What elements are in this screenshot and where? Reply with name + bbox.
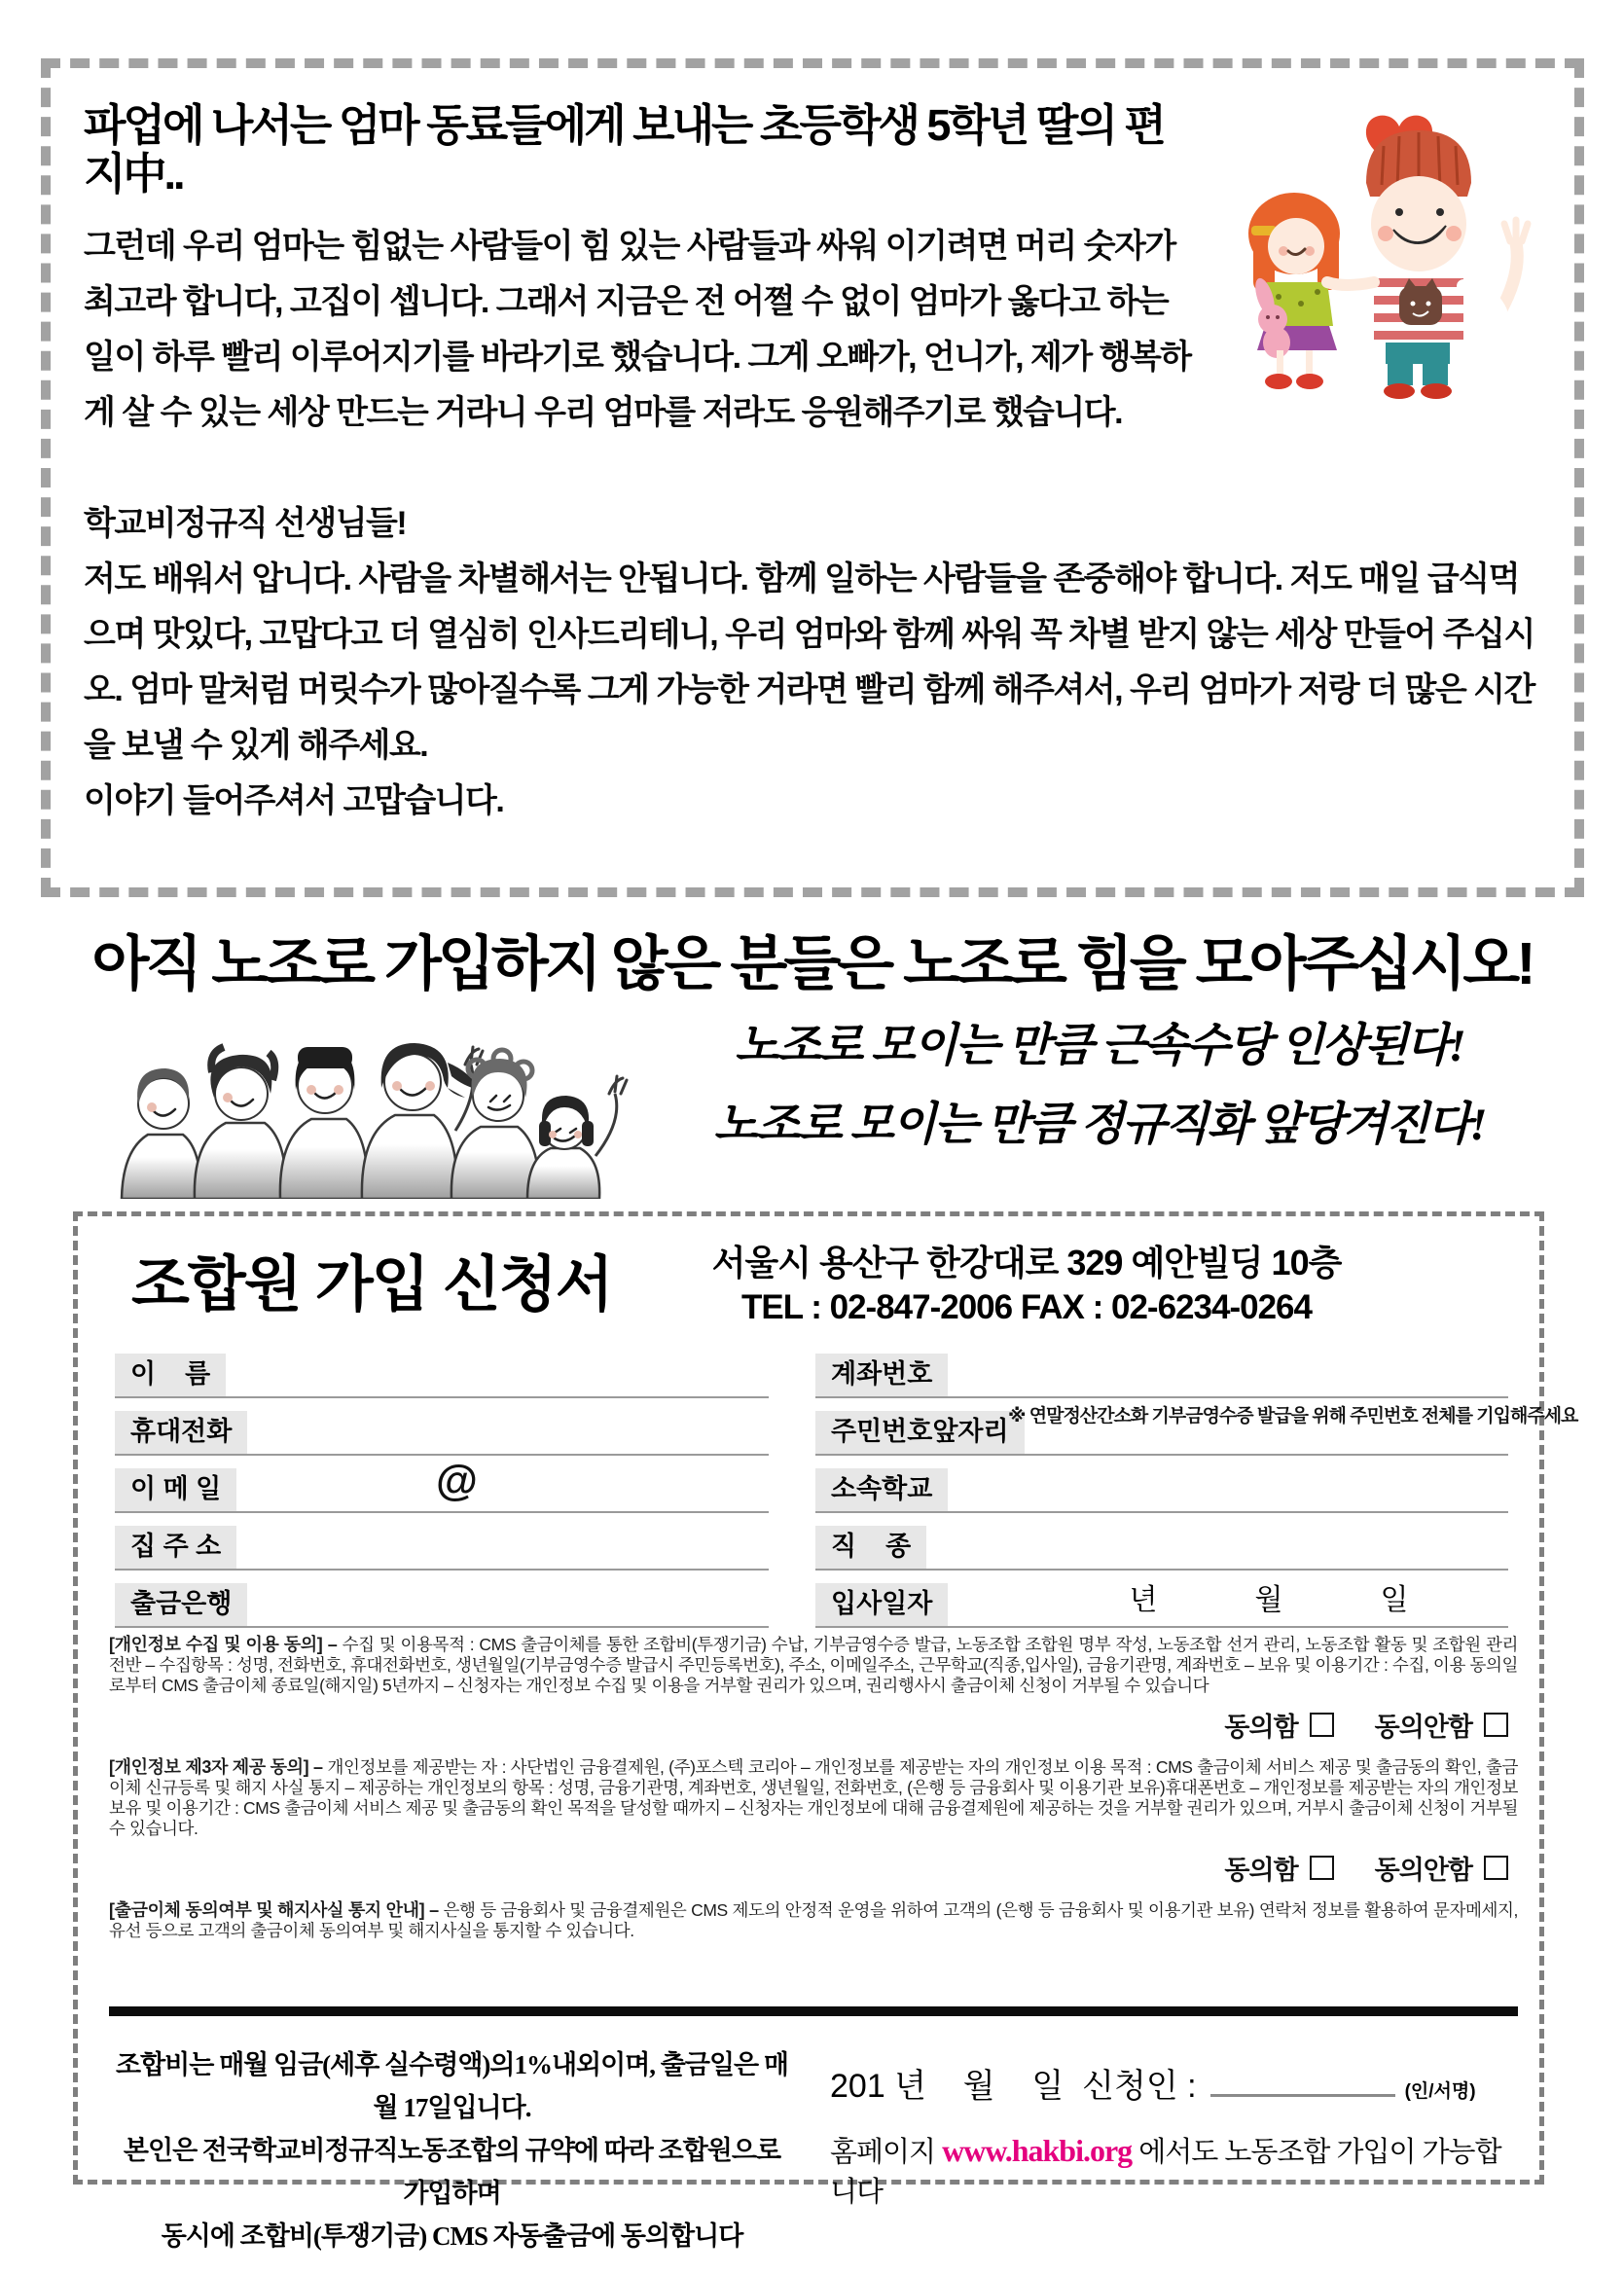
field-account <box>815 1341 1508 1398</box>
consent-1 <box>109 1635 1518 1696</box>
field-home-address <box>115 1513 769 1571</box>
field-mobile <box>115 1398 769 1456</box>
signature-line[interactable] <box>1210 2071 1395 2097</box>
field-name-label: 이 름 <box>115 1354 226 1396</box>
field-bank-label: 출금은행 <box>115 1583 247 1626</box>
agree-checkbox[interactable] <box>1310 1713 1334 1737</box>
date-signature-line <box>830 2059 1518 2107</box>
consent-1-body: 수집 및 이용목적 : CMS 출금이체를 통한 조합비(투쟁기금) 수납, 기부금영수증 발급, 노동조합 조합원 명부 작성, 노동조합 선거 관리, 노동조합 활동 및 조합원 관리 전반 – 수집항목 : 성명, 전화번호, 휴대전화번호, 생년월일(기부금영수증 발급시 주민등록번호), 주소, 이메일주소, 근무학교(직종,입사일), 금융기관명, 계좌번호 – 보유 및 이용기간 : 수집, 이용 동의일로부터 CMS 출금이체 종료일(해지일) 5년까지 – 신청자는 개인정보 수집 및 이용을 거부할 권리가 있으며, 권리행사시 출금이체 신청이 거부될 수 있습니다 <box>109 1635 1519 1695</box>
homepage-suffix: 에서도 노동조합 가입이 가능합니다 <box>830 2137 1501 2208</box>
form-address <box>535 1242 1518 1331</box>
letter-title: 파업에 나서는 엄마 동료들에게 보내는 초등학생 5학년 딸의 편지中.. <box>84 100 1164 199</box>
date-applicant-text: 201 년 월 일 신청인 : <box>830 2068 1197 2105</box>
field-email-label: 이 메 일 <box>115 1468 236 1511</box>
field-hire-date <box>815 1571 1508 1628</box>
agree-label: 동의함 <box>1224 1713 1298 1742</box>
slogans <box>652 1004 1547 1204</box>
letter-paragraph-2: 학교비정규직 선생님들! <box>84 505 407 542</box>
form-footer <box>109 2032 1518 2257</box>
dues-line-2: 본인은 전국학교비정규직노동조합의 규약에 따라 조합원으로 가입하며 <box>123 2136 781 2208</box>
girl-figure <box>1248 193 1340 389</box>
consent-1-agree-line <box>109 1706 1508 1744</box>
disagree-label: 동의안함 <box>1374 1856 1472 1885</box>
field-jumin <box>815 1398 1578 1456</box>
homepage-line <box>830 2130 1518 2210</box>
address-line: 서울시 용산구 한강대로 329 예안빌딩 10층 <box>711 1243 1342 1282</box>
signature-area <box>795 2032 1518 2257</box>
disagree-label: 동의안함 <box>1374 1713 1472 1742</box>
agree-checkbox[interactable] <box>1310 1856 1334 1880</box>
consent-3-body: 은행 등 금융회사 및 금융결제원은 CMS 제도의 안정적 운영을 위하여 고객의 (은행 등 금융회사 및 이용기관 보유) 연락처 정보를 활용하여 문자메세지, 유선 등으로 고객의 출금이체 동의여부 및 해지사실을 통지할 수 있습니다. <box>109 1900 1518 1940</box>
field-name <box>115 1341 769 1398</box>
consent-3 <box>109 1900 1518 1941</box>
dues-statement <box>109 2032 795 2257</box>
consent-1-heading: [개인정보 수집 및 이용 동의] – <box>109 1635 343 1654</box>
join-union-headline: 아직 노조로 가입하지 않은 분들은 노조로 힘을 모아주십시오! <box>91 930 1533 996</box>
letter-paragraph-4: 이야기 들어주셔서 고맙습니다. <box>84 782 504 819</box>
field-job <box>815 1513 1508 1571</box>
membership-form <box>73 1211 1578 2251</box>
letter-paragraph-3: 저도 배워서 압니다. 사람을 차별해서는 안됩니다. 함께 일하는 사람들을 존중해야 합니다. 저도 매일 급식먹으며 맛있다, 고맙다고 더 열심히 인사드리테니, 우리 엄마와 함께 싸워 꼭 차별 받지 않는 세상 만들어 주십시오. 엄마 말처럼 머릿수가 많아질수록 그게 가능한 거라면 빨리 함께 해주셔서, 우리 엄마가 저랑 더 많은 시간을 보낼 수 있게 해주세요. <box>84 560 1534 764</box>
boy-figure <box>1327 130 1528 399</box>
field-home-address-label: 집 주 소 <box>115 1526 236 1569</box>
fields-right <box>815 1341 1578 1628</box>
tel-fax-line: TEL : 02-847-2006 FAX : 02-6234-0264 <box>741 1288 1312 1326</box>
disagree-checkbox[interactable] <box>1484 1856 1508 1880</box>
field-job-label: 직 종 <box>815 1526 926 1569</box>
consent-2-body: 개인정보를 제공받는 자 : 사단법인 금융결제원, (주)포스텍 코리아 – 개인정보를 제공받는 자의 개인정보 이용 목적 : CMS 출금이체 서비스 제공 및 출금동의 확인, 출금이체 신규등록 및 해지 사실 통지 – 제공하는 개인정보의 항목 : 성명, 금융기관명, 계좌번호, 생년월일, 전화번호, (은행 등 금융회사 및 이용기관 보유)휴대폰번호 – 개인정보를 제공받는 자의 개인정보 보유 및 이용기간 : CMS 출금이체 서비스 제공 및 출금동의 확인 목적을 달성할 때까지 – 신청자는 개인정보에 대해 금융결제원에 제공하는 것을 거부할 권리가 있으며, 거부시 출금이체 신청이 거부될 수 있습니다. <box>109 1757 1518 1838</box>
jumin-note: ※ 연말정산간소화 기부금영수증 발급을 위해 주민번호 전체를 기입해주세요 <box>1008 1406 1578 1426</box>
consent-2 <box>109 1757 1518 1839</box>
fields-left <box>115 1341 769 1628</box>
field-email <box>115 1456 769 1513</box>
group-illustration <box>78 1004 652 1199</box>
letter-box <box>41 58 1584 897</box>
field-school <box>815 1456 1508 1513</box>
kids-heart-drawing <box>1209 88 1549 409</box>
field-hire-date-label: 입사일자 <box>815 1583 948 1626</box>
field-mobile-label: 휴대전화 <box>115 1411 247 1454</box>
letter-paragraph-1: 그런데 우리 엄마는 힘없는 사람들이 힘 있는 사람들과 싸워 이기려면 머리 숫자가 최고라 합니다, 고집이 셉니다. 그래서 지금은 전 어쩔 수 없이 엄마가 옳다고 하는 일이 하루 빨리 이루어지기를 바라기로 했습니다. 그게 오빠가, 언니가, 제가 행복하게 살 수 있는 세상 만드는 거라니 우리 엄마를 저라도 응원해주기로 했습니다. <box>84 228 1191 431</box>
middle-row <box>78 1004 1547 1204</box>
consent-3-heading: [출금이체 동의여부 및 해지사실 통지 안내] – <box>109 1900 444 1920</box>
kids-illustration <box>1209 88 1549 409</box>
slogan-line-2: 노조로 모이는 만큼 정규직화 앞당겨진다! <box>713 1100 1486 1150</box>
consent-section <box>109 1635 1518 1941</box>
year-month-day-text: 년 월 일 <box>1129 1584 1409 1616</box>
field-account-label: 계좌번호 <box>815 1354 948 1396</box>
section-divider <box>109 2006 1518 2016</box>
agree-label: 동의함 <box>1224 1856 1298 1885</box>
consent-2-heading: [개인정보 제3자 제공 동의] – <box>109 1757 328 1777</box>
slogan-line-1: 노조로 모이는 만큼 근속수당 인상된다! <box>735 1021 1464 1071</box>
dues-line-3: 동시에 조합비(투쟁기금) CMS 자동출금에 동의합니다 <box>161 2221 743 2251</box>
field-school-label: 소속학교 <box>815 1468 948 1511</box>
form-title: 조합원 가입 신청서 <box>131 1251 612 1318</box>
homepage-prefix: 홈페이지 <box>830 2137 943 2168</box>
field-bank <box>115 1571 769 1628</box>
field-jumin-label: 주민번호앞자리 <box>815 1411 1025 1454</box>
consent-2-agree-line <box>109 1849 1508 1887</box>
dues-line-1: 조합비는 매월 임금(세후 실수령액)의1%내외이며, 출금일은 매월 17일입니다. <box>116 2050 788 2122</box>
seal-signature-note: (인/서명) <box>1404 2081 1476 2102</box>
disagree-checkbox[interactable] <box>1484 1713 1508 1737</box>
at-symbol: @ <box>436 1457 478 1504</box>
homepage-link[interactable]: www.hakbi.org <box>942 2133 1133 2168</box>
